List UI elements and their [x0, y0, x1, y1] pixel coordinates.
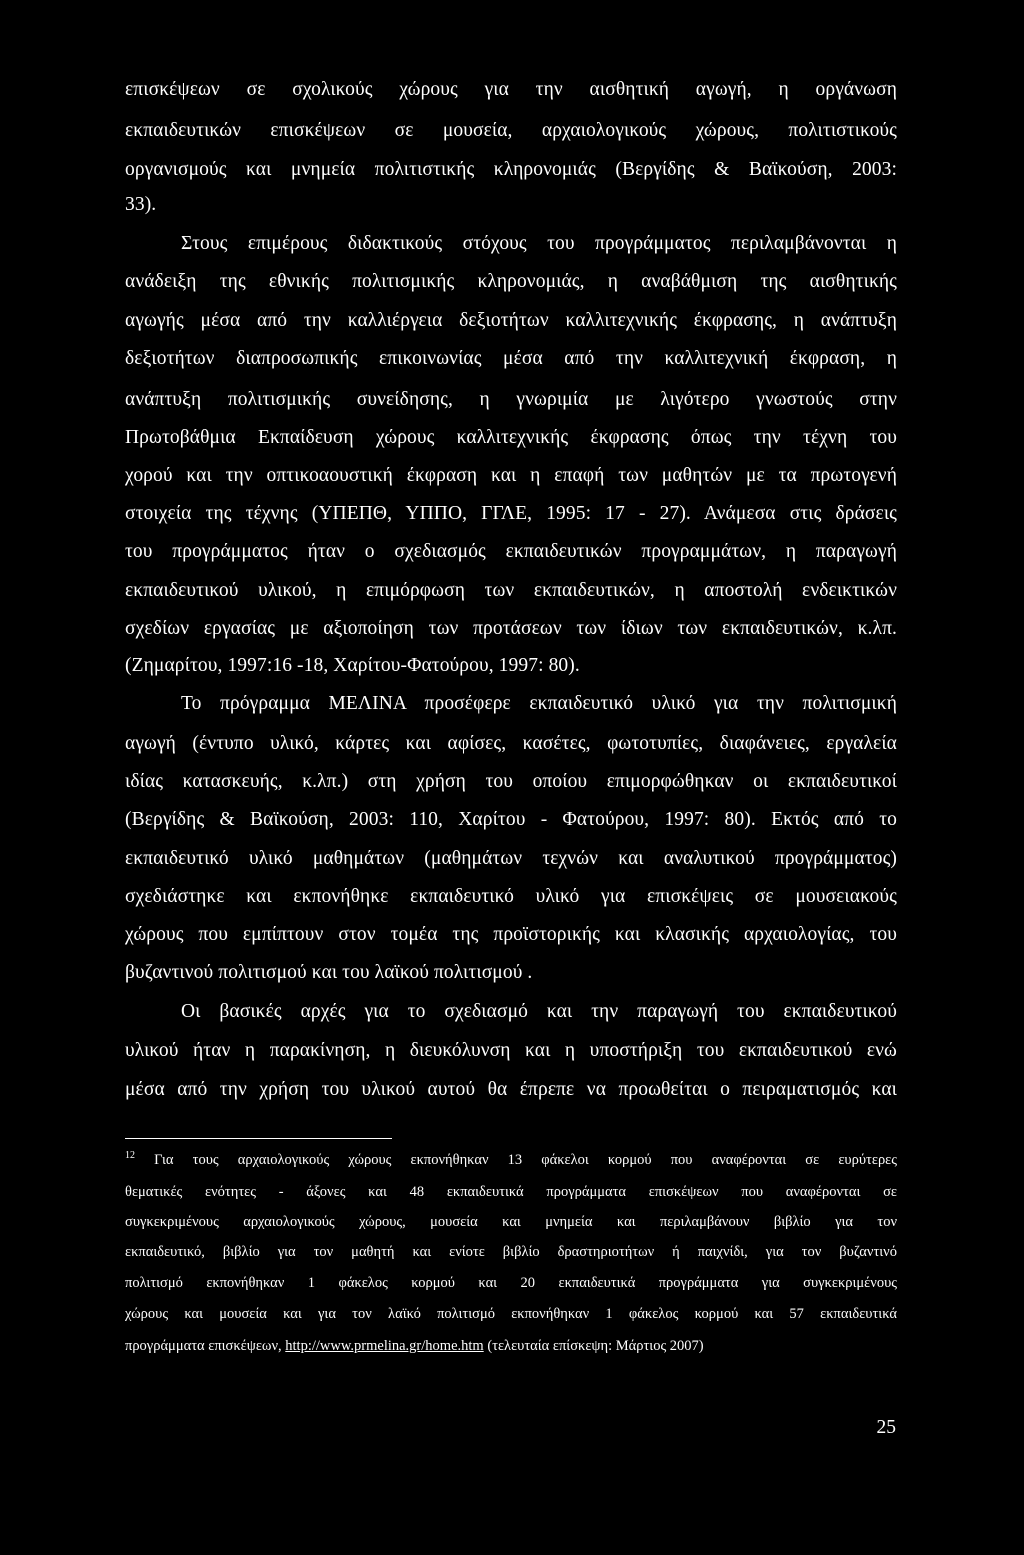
body-line-24: βυζαντινού πολιτισμού και του λαϊκού πολιτισμού .	[125, 962, 533, 983]
footnote-line-4: εκπαιδευτικό, βιβλίο για τον μαθητή και ενίοτε βιβλίο δραστηριοτήτων ή παιχνίδι, για τον βυζαντινό	[125, 1244, 897, 1260]
body-line-26: υλικού ήταν η παρακίνηση, η διευκόλυνση και η υποστήριξη του εκπαιδευτικού ενώ	[125, 1040, 897, 1061]
footnote-text-7-suffix: (τελευταία επίσκεψη: Μάρτιος 2007)	[487, 1338, 704, 1354]
body-line-6: ανάδειξη της εθνικής πολιτισμικής κληρονομιάς, η αναβάθμιση της αισθητικής	[125, 271, 897, 292]
body-line-1: επισκέψεων σε σχολικούς χώρους για την αισθητική αγωγή, η οργάνωση	[125, 79, 897, 100]
body-line-2: εκπαιδευτικών επισκέψεων σε μουσεία, αρχαιολογικούς χώρους, πολιτιστικούς	[125, 120, 897, 141]
body-line-15: σχεδίων εργασίας με αξιοποίηση των προτάσεων των ίδιων των εκπαιδευτικών, κ.λπ.	[125, 618, 897, 639]
footnote-line-7	[125, 1336, 897, 1356]
body-line-12: στοιχεία της τέχνης (ΥΠΕΠΘ, ΥΠΠΟ, ΓΓΛΕ, 1995: 17 - 27). Ανάμεσα στις δράσεις	[125, 503, 897, 524]
footnote-line-2: θεματικές ενότητες - άξονες και 48 εκπαιδευτικά προγράμματα επισκέψεων που αναφέρονται σε	[125, 1184, 897, 1200]
body-line-21: εκπαιδευτικό υλικό μαθημάτων (μαθημάτων τεχνών και αναλυτικού προγράμματος)	[125, 848, 897, 869]
body-line-7: αγωγής μέσα από την καλλιέργεια δεξιοτήτων καλλιτεχνικής έκφρασης, η ανάπτυξη	[125, 310, 897, 331]
body-line-8: δεξιοτήτων διαπροσωπικής επικοινωνίας μέσα από την καλλιτεχνική έκφραση, η	[125, 348, 897, 369]
body-line-16: (Ζημαρίτου, 1997:16 -18, Χαρίτου-Φατούρου, 1997: 80).	[125, 655, 580, 676]
body-line-27: μέσα από την χρήση του υλικού αυτού θα έπρεπε να προωθείται ο πειραματισμός και	[125, 1079, 897, 1100]
page-number: 25	[876, 1417, 896, 1438]
footnote-number: 12	[125, 1150, 135, 1162]
body-line-22: σχεδιάστηκε και εκπονήθηκε εκπαιδευτικό υλικό για επισκέψεις σε μουσειακούς	[125, 886, 897, 907]
footnote-text-7-prefix: προγράμματα επισκέψεων,	[125, 1338, 282, 1354]
footnote-separator	[125, 1138, 392, 1139]
body-line-10: Πρωτοβάθμια Εκπαίδευση χώρους καλλιτεχνικής έκφρασης όπως την τέχνη του	[125, 427, 897, 448]
footnote-text-1: Για τους αρχαιολογικούς χώρους εκπονήθηκαν 13 φάκελοι κορμού που αναφέρονται σε ευρύτερες	[154, 1152, 898, 1168]
body-line-25: Οι βασικές αρχές για το σχεδιασμό και την παραγωγή του εκπαιδευτικού	[181, 1001, 897, 1022]
footnote-line-6: χώρους και μουσεία και για τον λαϊκό πολιτισμό εκπονήθηκαν 1 φάκελος κορμού και 57 εκπαιδευτικά	[125, 1306, 897, 1322]
body-line-20: (Βεργίδης & Βαϊκούση, 2003: 110, Χαρίτου - Φατούρου, 1997: 80). Εκτός από το	[125, 809, 897, 830]
body-line-3: οργανισμούς και μνημεία πολιτιστικής κληρονομιάς (Βεργίδης & Βαϊκούση, 2003:	[125, 159, 897, 180]
footnote-link[interactable]: http://www.prmelina.gr/home.htm	[285, 1338, 484, 1354]
body-line-14: εκπαιδευτικού υλικού, η επιμόρφωση των εκπαιδευτικών, η αποστολή ενδεικτικών	[125, 580, 897, 601]
footnote-line-1	[125, 1150, 897, 1170]
body-line-4: 33).	[125, 194, 157, 215]
body-line-5: Στους επιμέρους διδακτικούς στόχους του προγράμματος περιλαμβάνονται η	[181, 233, 897, 254]
body-line-11: χορού και την οπτικοαουστική έκφραση και η επαφή των μαθητών με τα πρωτογενή	[125, 465, 897, 486]
body-line-9: ανάπτυξη πολιτισμικής συνείδησης, η γνωριμία με λιγότερο γνωστούς στην	[125, 389, 897, 410]
body-line-23: χώρους που εμπίπτουν στον τομέα της προϊστορικής και κλασικής αρχαιολογίας, του	[125, 924, 897, 945]
body-line-13: του προγράμματος ήταν ο σχεδιασμός εκπαιδευτικών προγραμμάτων, η παραγωγή	[125, 541, 897, 562]
footnote-line-3: συγκεκριμένους αρχαιολογικούς χώρους, μουσεία και μνημεία και περιλαμβάνουν βιβλίο για τον	[125, 1214, 897, 1230]
body-line-19: ιδίας κατασκευής, κ.λπ.) στη χρήση του οποίου επιμορφώθηκαν οι εκπαιδευτικοί	[125, 771, 897, 792]
body-line-17: Το πρόγραμμα ΜΕΛΙΝΑ προσέφερε εκπαιδευτικό υλικό για την πολιτισμική	[181, 693, 897, 714]
footnote-line-5: πολιτισμό εκπονήθηκαν 1 φάκελος κορμού και 20 εκπαιδευτικά προγράμματα για συγκεκριμένους	[125, 1275, 897, 1291]
body-line-18: αγωγή (έντυπο υλικό, κάρτες και αφίσες, κασέτες, φωτοτυπίες, διαφάνειες, εργαλεία	[125, 733, 897, 754]
